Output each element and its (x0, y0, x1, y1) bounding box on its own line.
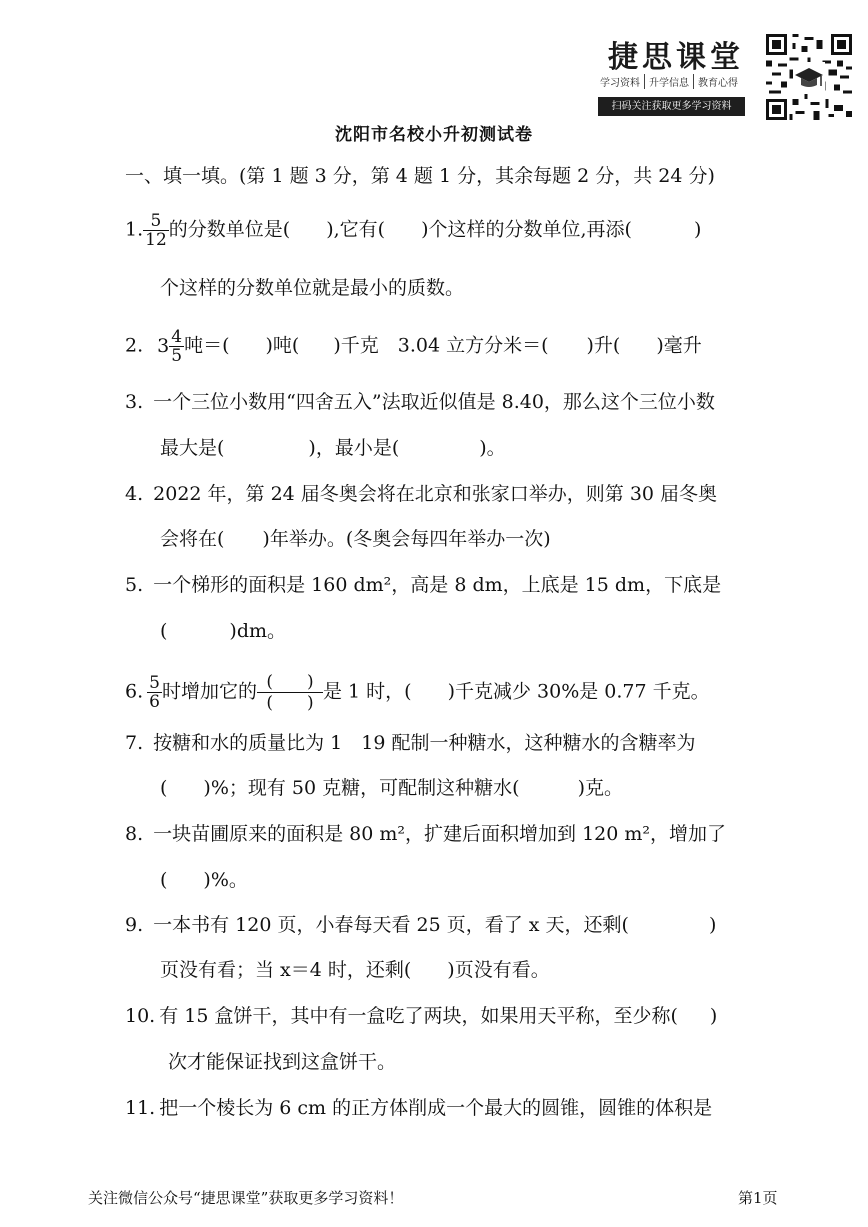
text: 2022 年，第 24 届冬奥会将在北京和张家口举办，则第 30 届冬奥 (153, 483, 718, 505)
text: 有 15 盒饼干，其中有一盒吃了两块，如果用天平称，至少称( (159, 1005, 678, 1027)
text: 一块苗圃原来的面积是 80 m²，扩建后面积增加到 120 m²，增加了 (153, 823, 727, 845)
question-1-line-2: 个这样的分数单位就是最小的质数。 (160, 277, 465, 299)
text: 按糖和水的质量比为 1 19 配制一种糖水，这种糖水的含糖率为 (153, 732, 696, 754)
fraction-denominator: 6 (149, 692, 160, 712)
question-2 (125, 328, 702, 365)
text: ( (160, 869, 168, 891)
fraction-denominator: 12 (145, 230, 167, 250)
text: )吨( (265, 334, 300, 357)
graduation-cap-icon (792, 61, 826, 95)
page-number: 第1页 (738, 1189, 778, 1207)
text: )克。 (577, 777, 623, 799)
text: )。 (479, 437, 506, 459)
fraction-numerator: ( ) (257, 672, 323, 693)
fraction-denominator: 5 (171, 346, 183, 366)
question-6 (125, 672, 710, 713)
text: 把一个棱长为 6 cm 的正方体削成一个最大的圆锥，圆锥的体积是 (159, 1097, 713, 1119)
question-4-line-1 (125, 482, 717, 506)
brand-tags (600, 74, 742, 89)
page-title: 沈阳市名校小升初测试卷 (335, 125, 533, 145)
brand-tag: 升学信息 (644, 74, 693, 89)
question-11-line-1 (125, 1096, 712, 1120)
fraction-denominator: ( ) (266, 693, 314, 713)
fraction (169, 328, 184, 365)
section-heading: 一、填一填。(第 1 题 3 分，第 4 题 1 分，其余每题 2 分，共 24 分) (125, 165, 715, 187)
text: )年举办。(冬奥会每四年举办一次) (262, 528, 551, 550)
text: )升( (586, 334, 621, 357)
question-9-line-2 (160, 958, 550, 982)
question-5-line-2 (160, 619, 286, 643)
text: ) (693, 218, 702, 241)
question-number: 6. (125, 680, 144, 703)
text: )页没有看。 (447, 959, 550, 981)
question-8-line-1 (125, 822, 726, 846)
text: 一本书有 120 页，小春每天看 25 页，看了 x 天，还剩( (153, 914, 629, 936)
blank-fraction[interactable] (257, 672, 323, 713)
question-number: 11. (125, 1097, 156, 1119)
brand-tag: 学习资料 (600, 78, 640, 89)
question-4-line-2 (160, 527, 551, 551)
question-9-line-1 (125, 913, 716, 937)
brand-name: 捷思课堂 (608, 40, 744, 75)
question-number: 2. (125, 334, 144, 357)
question-number: 7. (125, 732, 144, 754)
text: 的分数单位是( (168, 218, 291, 241)
question-7-line-2 (160, 776, 623, 800)
question-5-line-1 (125, 573, 721, 597)
fraction-numerator: 4 (171, 327, 183, 347)
text: ( (160, 620, 168, 642)
text: ) (709, 1005, 718, 1027)
text: 吨＝( (184, 334, 230, 357)
text: 一个梯形的面积是 160 dm²，高是 8 dm，上底是 15 dm，下底是 (153, 574, 722, 596)
question-1-line-1 (125, 212, 701, 249)
fraction (143, 212, 169, 249)
question-number: 1. (125, 218, 144, 241)
question-10-line-2: 次才能保证找到这盒饼干。 (168, 1051, 397, 1073)
text: )毫升 (656, 334, 702, 357)
question-3-line-2 (160, 436, 506, 460)
question-7-line-1 (125, 731, 696, 755)
text: 一个三位小数用“四舍五入”法取近似值是 8.40，那么这个三位小数 (153, 391, 715, 413)
question-number: 4. (125, 483, 144, 505)
question-number: 5. (125, 574, 144, 596)
whole-number: 3 (157, 334, 170, 357)
question-3-line-1 (125, 390, 715, 414)
text: )千克 3.04 立方分米＝( (333, 334, 549, 357)
text: )dm。 (229, 620, 287, 642)
footer-note: 关注微信公众号“捷思课堂”获取更多学习资料！ (88, 1189, 404, 1207)
text: ( (160, 777, 168, 799)
fraction-numerator: 5 (149, 673, 160, 693)
fraction (147, 674, 162, 711)
text: 页没有看；当 x＝4 时，还剩( (160, 959, 412, 981)
text: )个这样的分数单位,再添( (421, 218, 632, 241)
question-number: 3. (125, 391, 144, 413)
brand-tag: 教育心得 (693, 74, 742, 89)
text: 最大是( (160, 437, 225, 459)
fraction-numerator: 5 (143, 212, 169, 231)
text: ) (708, 914, 717, 936)
question-8-line-2 (160, 868, 248, 892)
text: 是 1 时，( (322, 680, 412, 703)
text: )，最小是( (308, 437, 400, 459)
question-number: 9. (125, 914, 144, 936)
text: )%。 (203, 869, 248, 891)
text: )%；现有 50 克糖，可配制这种糖水( (203, 777, 520, 799)
text: )千克减少 30%是 0.77 千克。 (447, 680, 710, 703)
question-number: 8. (125, 823, 144, 845)
text: 会将在( (160, 528, 225, 550)
question-10-line-1 (125, 1004, 717, 1028)
question-number: 10. (125, 1005, 156, 1027)
text: 时增加它的 (161, 680, 257, 703)
text: ),它有( (326, 218, 386, 241)
brand-bar: 扫码关注获取更多学习资料 (598, 97, 745, 116)
